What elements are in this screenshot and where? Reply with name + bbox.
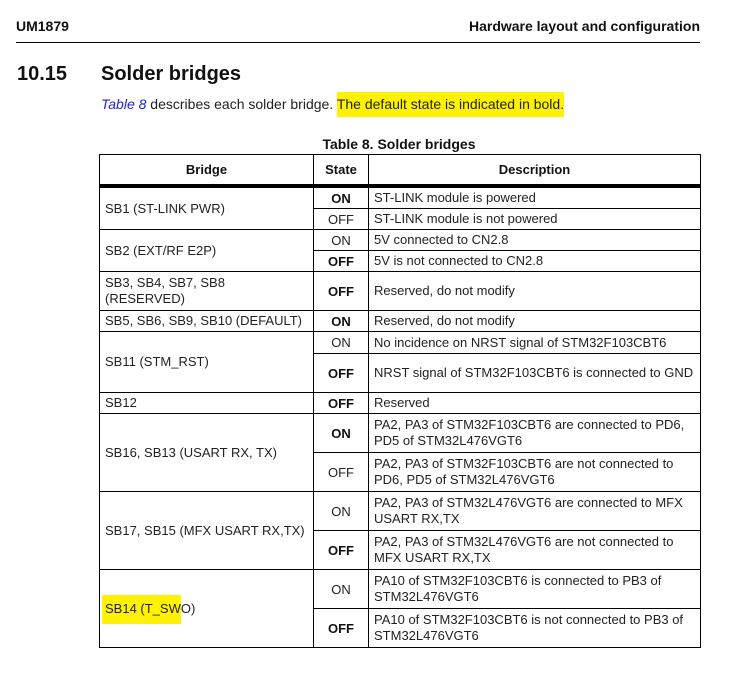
state-cell: ON — [314, 492, 369, 531]
table-row — [100, 230, 701, 251]
solder-bridges-table — [99, 154, 701, 648]
state-cell: OFF — [314, 272, 369, 311]
bridge-cell-highlighted — [100, 570, 314, 648]
state-cell: ON — [314, 570, 369, 609]
bridge-cell: SB16, SB13 (USART RX, TX) — [100, 414, 314, 492]
column-header-bridge: Bridge — [100, 155, 314, 187]
column-header-state: State — [314, 155, 369, 187]
state-cell: OFF — [314, 209, 369, 230]
highlighted-text: The default state is indicated in bold. — [337, 92, 564, 117]
state-cell: OFF — [314, 609, 369, 648]
highlighted-bridge-text: SB14 (T_SW — [102, 595, 181, 624]
description-cell: PA2, PA3 of STM32L476VGT6 are connected to MFX USART RX,TX — [369, 492, 701, 531]
intro-text: describes each solder bridge. — [146, 96, 337, 112]
table-caption: Table 8. Solder bridges — [322, 136, 476, 152]
bridge-cell: SB5, SB6, SB9, SB10 (DEFAULT) — [100, 311, 314, 332]
description-cell: PA10 of STM32F103CBT6 is connected to PB3 of STM32L476VGT6 — [369, 570, 701, 609]
state-cell: OFF — [314, 251, 369, 272]
column-header-description: Description — [369, 155, 701, 187]
description-cell: PA2, PA3 of STM32F103CBT6 are not connected to PD6, PD5 of STM32L476VGT6 — [369, 453, 701, 492]
document-id: UM1879 — [16, 18, 69, 34]
table-row — [100, 311, 701, 332]
description-cell: Reserved, do not modify — [369, 272, 701, 311]
table-header-row — [100, 155, 701, 187]
table-row — [100, 492, 701, 531]
table-row — [100, 272, 701, 311]
state-cell: OFF — [314, 531, 369, 570]
description-cell: Reserved — [369, 393, 701, 414]
section-title: Solder bridges — [101, 63, 242, 85]
description-cell: PA2, PA3 of STM32L476VGT6 are not connected to MFX USART RX,TX — [369, 531, 701, 570]
bridge-cell: SB2 (EXT/RF E2P) — [100, 230, 314, 272]
bridge-cell: SB12 — [100, 393, 314, 414]
table-8-link[interactable]: Table 8 — [101, 96, 147, 112]
section-heading — [17, 63, 241, 86]
table-row — [100, 414, 701, 453]
description-cell: No incidence on NRST signal of STM32F103CBT6 — [369, 332, 701, 354]
description-cell: Reserved, do not modify — [369, 311, 701, 332]
state-cell: ON — [314, 332, 369, 354]
state-cell: OFF — [314, 453, 369, 492]
intro-paragraph — [101, 96, 564, 112]
table-row — [100, 570, 701, 609]
state-cell: ON — [314, 311, 369, 332]
state-cell: ON — [314, 230, 369, 251]
description-cell: ST-LINK module is not powered — [369, 209, 701, 230]
description-cell: PA2, PA3 of STM32F103CBT6 are connected to PD6, PD5 of STM32L476VGT6 — [369, 414, 701, 453]
chapter-title: Hardware layout and configuration — [468, 18, 700, 34]
description-cell: NRST signal of STM32F103CBT6 is connected to GND — [369, 354, 701, 393]
description-cell: ST-LINK module is powered — [369, 186, 701, 209]
state-cell: ON — [314, 414, 369, 453]
bridge-cell: SB3, SB4, SB7, SB8 (RESERVED) — [100, 272, 314, 311]
bridge-cell: SB11 (STM_RST) — [100, 332, 314, 393]
table-row — [100, 186, 701, 209]
description-cell: 5V is not connected to CN2.8 — [369, 251, 701, 272]
page-header — [16, 16, 700, 43]
state-cell: OFF — [314, 393, 369, 414]
table-row — [100, 393, 701, 414]
section-number: 10.15 — [17, 63, 68, 85]
bridge-cell: SB1 (ST-LINK PWR) — [100, 186, 314, 230]
description-cell: PA10 of STM32F103CBT6 is not connected to PB3 of STM32L476VGT6 — [369, 609, 701, 648]
bridge-cell: SB17, SB15 (MFX USART RX,TX) — [100, 492, 314, 570]
state-cell: OFF — [314, 354, 369, 393]
state-cell: ON — [314, 186, 369, 209]
description-cell: 5V connected to CN2.8 — [369, 230, 701, 251]
table-row — [100, 332, 701, 354]
bridge-text-rest: O) — [180, 600, 196, 616]
